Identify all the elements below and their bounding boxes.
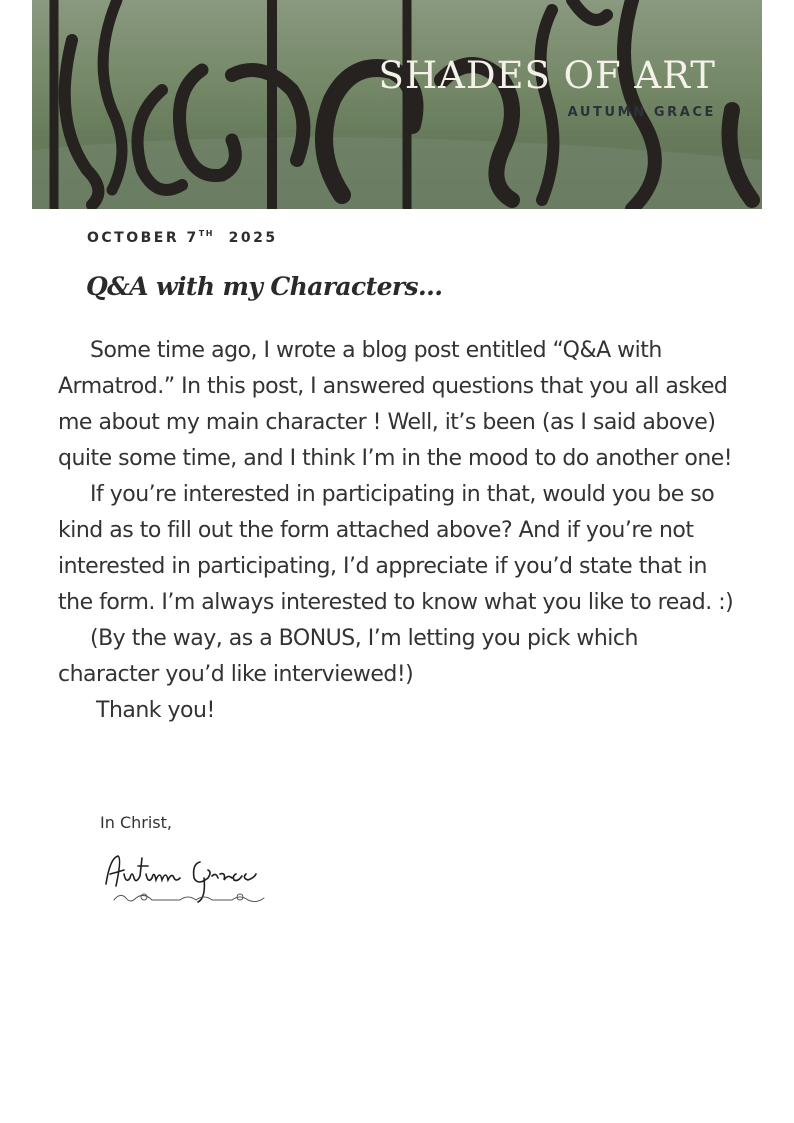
paragraph-text: (By the way, as a BONUS, I’m letting you pick which character you’d like interviewed!) <box>58 626 638 687</box>
post-date-year: 2025 <box>228 230 278 246</box>
paragraph-text: Some time ago, I wrote a blog post entitled “Q&A with Armatrod.” In this post, I answered questions that you all asked me about my main character ! Well, it’s been (as I said above) quite some time, and I think I’m in the mood to do another one! <box>58 338 733 471</box>
post-date-suffix: TH <box>198 229 214 238</box>
post-date <box>87 229 278 246</box>
signature-image <box>100 848 275 908</box>
header-banner <box>32 0 762 209</box>
post-date-main: OCTOBER 7 <box>87 230 199 246</box>
site-title: SHADES OF ART <box>378 54 716 97</box>
closing-line: In Christ, <box>100 813 172 832</box>
paragraph <box>58 477 738 621</box>
paragraph-text: If you’re interested in participating in that, would you be so kind as to fill out the form attached above? And if you’re not interested in participating, I’d appreciate if you’d state that in the form. I’m always interested to know what you like to read. :) <box>58 482 734 615</box>
paragraph <box>58 333 738 477</box>
post-title: Q&A with my Characters… <box>86 272 443 301</box>
post-body <box>58 333 738 729</box>
site-author: AUTUMN GRACE <box>567 105 716 120</box>
paragraph <box>58 621 738 693</box>
thanks-line: Thank you! <box>96 698 215 723</box>
